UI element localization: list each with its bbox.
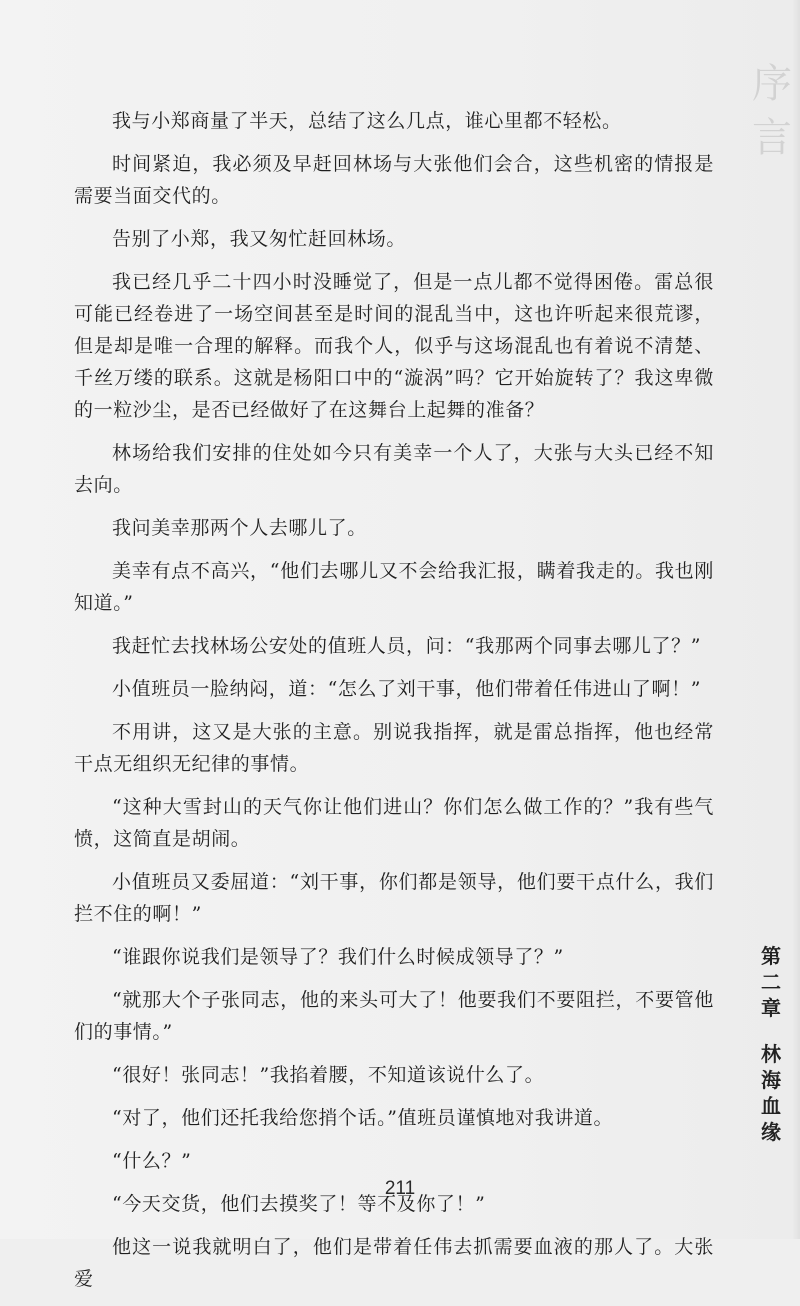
chapter-label-char: 二 [761, 970, 781, 994]
paragraph: 我问美幸那两个人去哪儿了。 [112, 517, 367, 539]
paragraph: “什么？” [112, 1150, 192, 1172]
chapter-sidebar [754, 943, 788, 1145]
chapter-title-char: 血 [761, 1094, 781, 1118]
chapter-title-char: 缘 [761, 1120, 781, 1144]
paragraph: “这种大雪封山的天气你让他们进山？你们怎么做工作的？”我有些气愤，这简直是胡闹。 [74, 796, 714, 850]
paragraph: 小值班员一脸纳闷，道：“怎么了刘干事，他们带着任伟进山了啊！” [112, 678, 702, 700]
paragraph: 我赶忙去找林场公安处的值班人员，问：“我那两个同事去哪儿了？” [112, 635, 702, 657]
chapter-title-char: 林 [761, 1042, 781, 1066]
paragraph: “很好！张同志！”我掐着腰，不知道该说什么了。 [112, 1064, 545, 1086]
body-text [74, 105, 714, 1306]
paragraph: “就那大个子张同志，他的来头可大了！他要我们不要阻拦，不要管他们的事情。” [74, 989, 714, 1043]
paragraph: 告别了小郑，我又匆忙赶回林场。 [112, 228, 407, 250]
paragraph: “今天交货，他们去摸奖了！等不及你了！” [112, 1193, 486, 1215]
page-number: 211 [384, 1178, 416, 1199]
chapter-title-char: 海 [761, 1068, 781, 1092]
paragraph: 不用讲，这又是大张的主意。别说我指挥，就是雷总指挥，他也经常干点无组织无纪律的事情。 [74, 721, 714, 775]
bleed-through-glyph: 言 [752, 115, 792, 161]
paragraph: 他这一说我就明白了，他们是带着任伟去抓需要血液的那人了。大张爱 [74, 1236, 714, 1290]
chapter-label-char: 第 [761, 944, 781, 968]
paragraph: 我与小郑商量了半天，总结了这么几点，谁心里都不轻松。 [112, 110, 622, 132]
paragraph: 我已经几乎二十四小时没睡觉了，但是一点儿都不觉得困倦。雷总很可能已经卷进了一场空间甚至是时间的混乱当中，这也许听起来很荒谬，但是却是唯一合理的解释。而我个人，似乎与这场混乱也有着说不清楚、千丝万缕的联系。这就是杨阳口中的“漩涡”吗？它开始旋转了？我这卑微的一粒沙尘，是否已经做好了在这舞台上起舞的准备？ [74, 271, 714, 421]
paragraph: 时间紧迫，我必须及早赶回林场与大张他们会合，这些机密的情报是需要当面交代的。 [74, 153, 714, 207]
bleed-through-glyph: 序 [752, 61, 792, 107]
sidebar-gap [754, 1021, 788, 1041]
paragraph: 美幸有点不高兴，“他们去哪儿又不会给我汇报，瞒着我走的。我也刚知道。” [74, 560, 714, 614]
paragraph: “对了，他们还托我给您捎个话。”值班员谨慎地对我讲道。 [112, 1107, 614, 1129]
chapter-label-char: 章 [761, 996, 781, 1020]
paragraph: “谁跟你说我们是领导了？我们什么时候成领导了？” [112, 946, 564, 968]
paragraph: 小值班员又委屈道：“刘干事，你们都是领导，他们要干点什么，我们拦不住的啊！” [74, 871, 714, 925]
paragraph: 林场给我们安排的住处如今只有美幸一个人了，大张与大头已经不知去向。 [74, 442, 714, 496]
page-edge-shadow [792, 0, 800, 1239]
